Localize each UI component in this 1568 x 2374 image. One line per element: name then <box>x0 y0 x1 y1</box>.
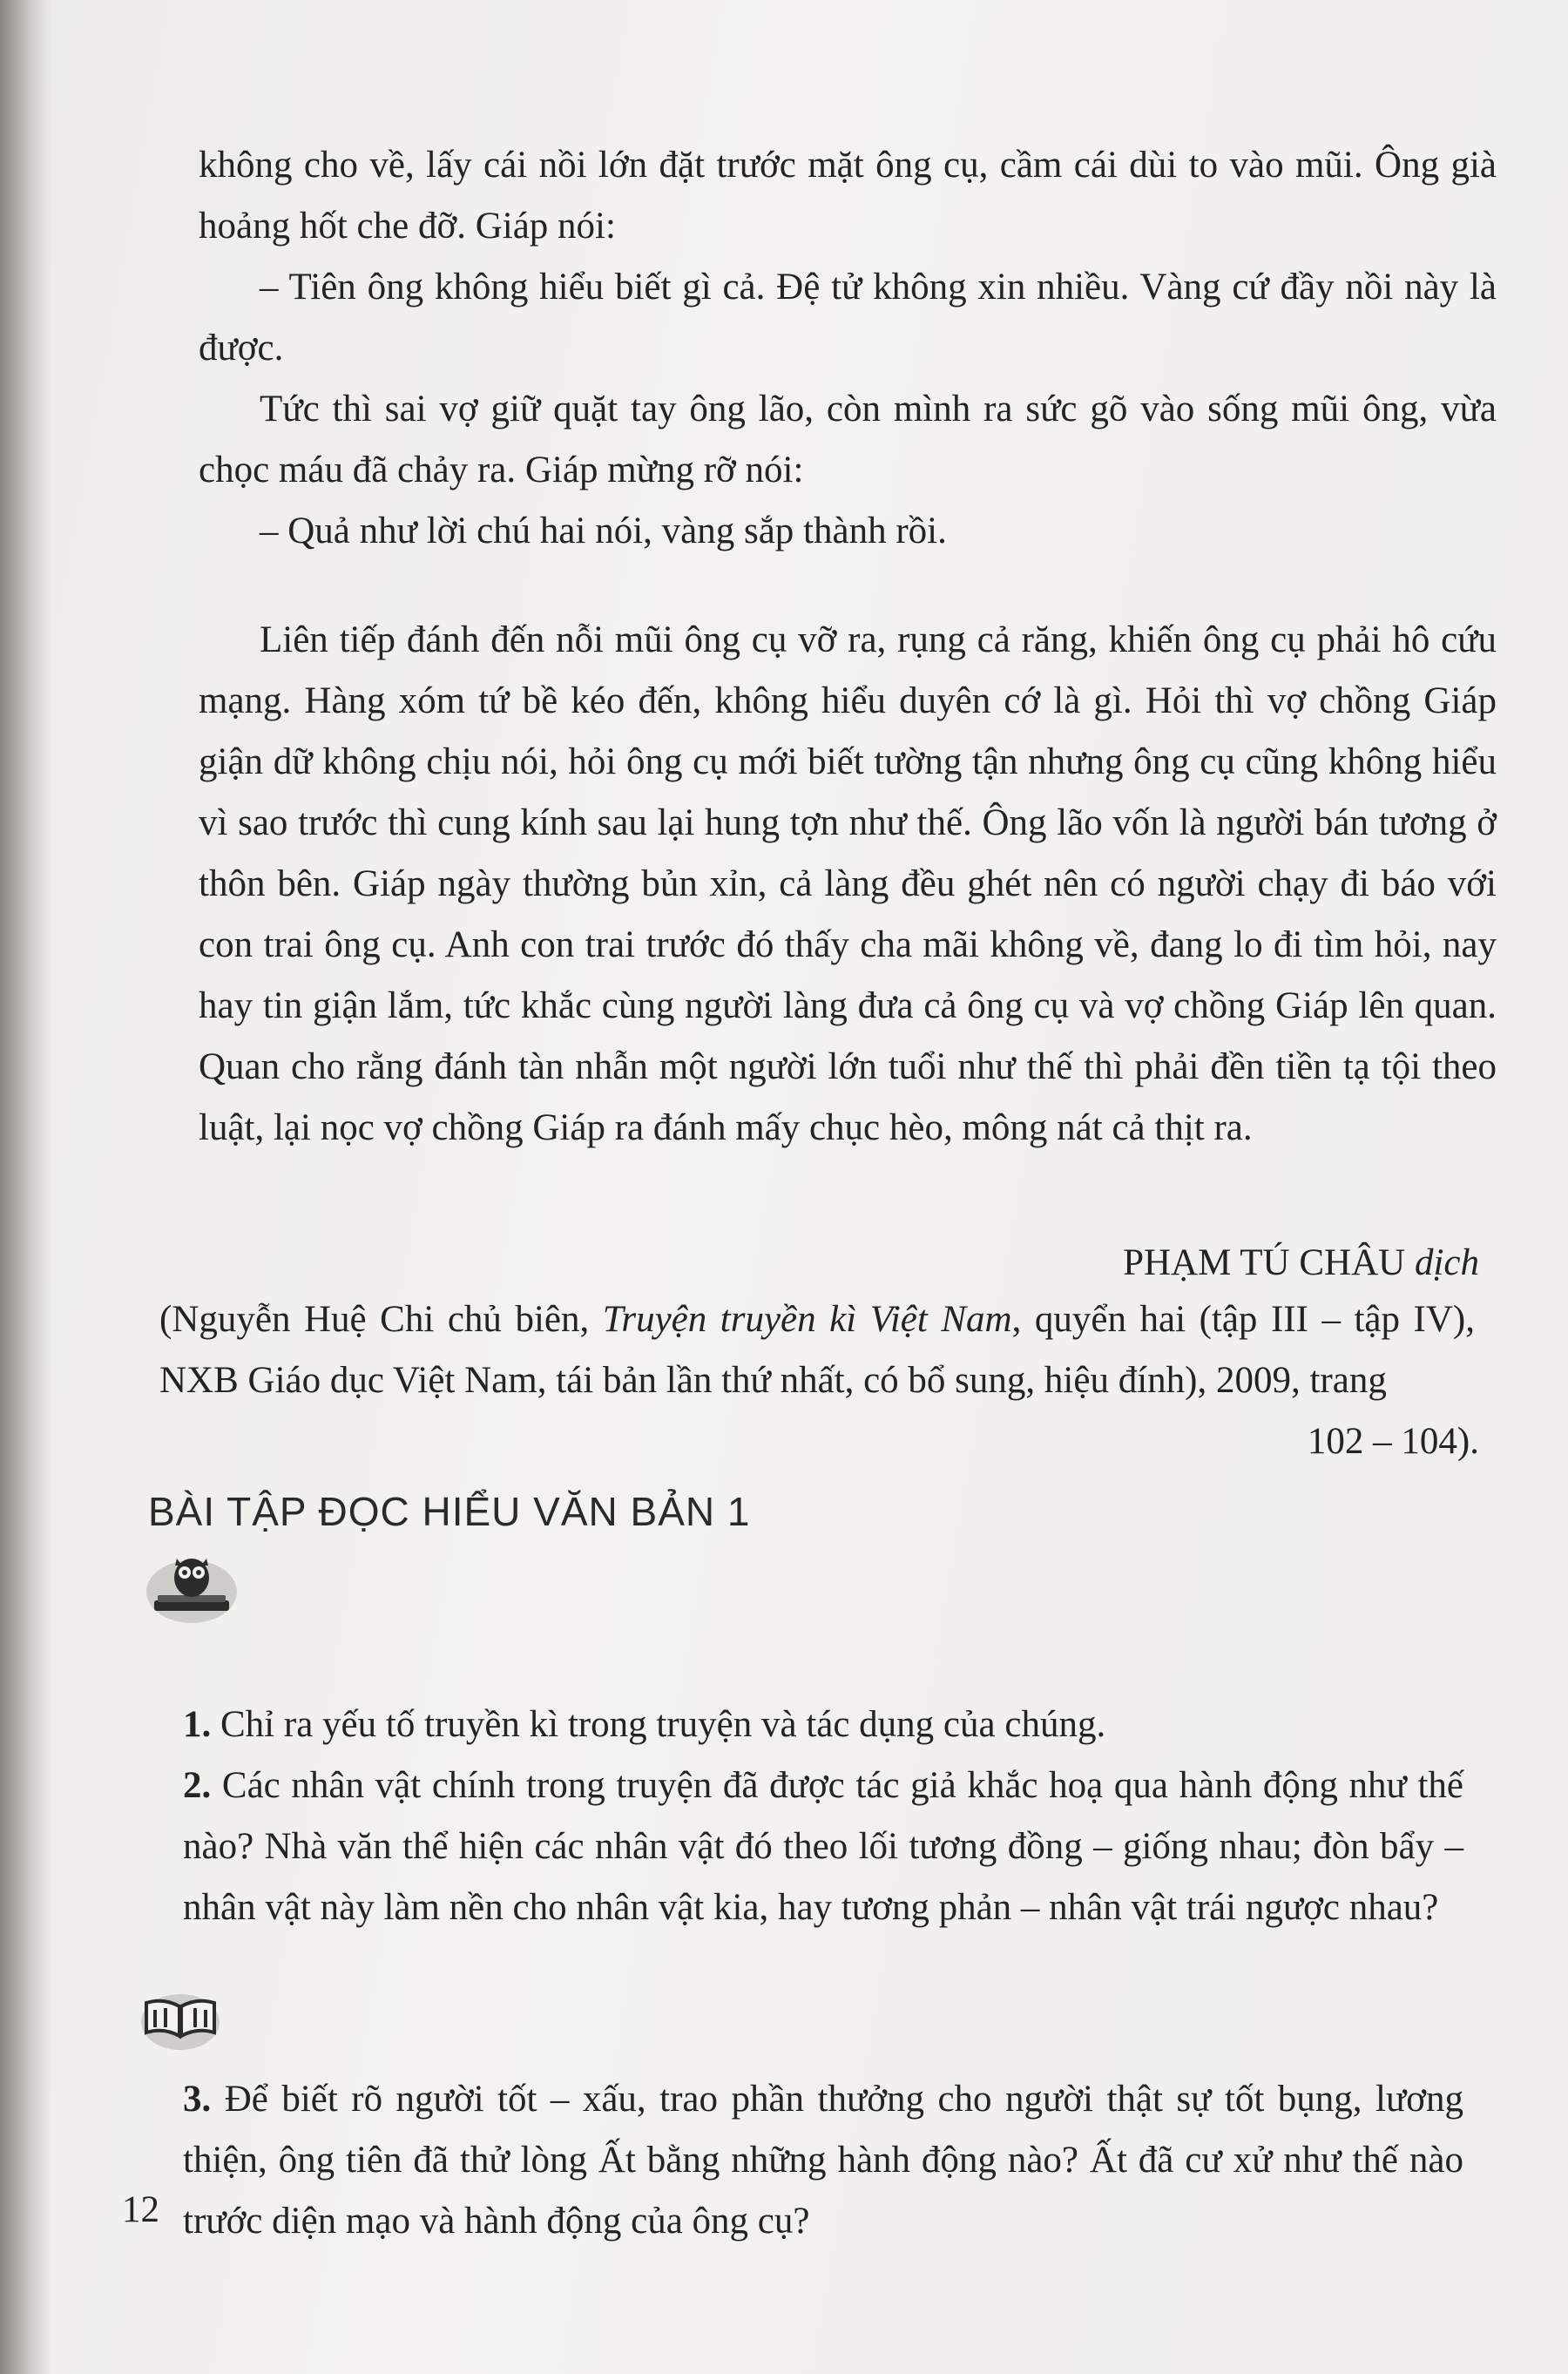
paragraph-2: – Tiên ông không hiểu biết gì cả. Đệ tử không xin nhiều. Vàng cứ đầy nồi này là được. <box>199 267 1497 369</box>
question-text: Các nhân vật chính trong truyện đã được tác giả khắc hoạ qua hành động như thế nào? Nhà văn thể hiện các nhân vật đó theo lối tương đồng – giống nhau; đòn bẩy – nhân vật này làm nền cho nhân vật kia, hay tương phản – nhân vật trái ngược nhau? <box>183 1765 1464 1928</box>
source-pages: 102 – 104). <box>1307 1421 1479 1462</box>
question-number: 2. <box>183 1765 212 1806</box>
owl-reading-icon <box>144 1546 240 1625</box>
question-text: Chỉ ra yếu tố truyền kì trong truyện và tác dụng của chúng. <box>220 1704 1106 1745</box>
question-text: Để biết rõ người tốt – xấu, trao phần thưởng cho người thật sự tốt bụng, lương thiện, ông tiên đã thử lòng Ất bằng những hành động nào? Ất đã cư xử như thế nào trước diện mạo và hành động của ông cụ? <box>183 2079 1463 2242</box>
translator-role: dịch <box>1414 1242 1479 1283</box>
translator-credit <box>608 1233 1479 1294</box>
source-title: Truyện truyền kì Việt Nam <box>602 1299 1012 1340</box>
question-3 <box>183 2069 1463 2252</box>
source-prefix: (Nguyễn Huệ Chi chủ biên, <box>159 1299 603 1340</box>
question-1 <box>183 1694 1463 1755</box>
paragraph-4: – Quả như lời chú hai nói, vàng sắp thành rồi. <box>260 511 947 551</box>
translator-name: PHẠM TÚ CHÂU <box>1123 1242 1406 1283</box>
source-suffix: , quyển hai (tập III – tập IV), NXB Giáo dục Việt Nam, tái bản lần thứ nhất, có bổ sung, hiệu đính), 2009, trang <box>159 1299 1476 1401</box>
section-title: BÀI TẬP ĐỌC HIỂU VĂN BẢN 1 <box>148 1489 751 1534</box>
question-2 <box>183 1755 1463 1938</box>
paragraph-3: Tức thì sai vợ giữ quặt tay ông lão, còn mình ra sức gõ vào sống mũi ông, vừa chọc máu đã chảy ra. Giáp mừng rỡ nói: <box>199 389 1497 490</box>
paragraph-5: Liên tiếp đánh đến nỗi mũi ông cụ vỡ ra, rụng cả răng, khiến ông cụ phải hô cứu mạng. Hàng xóm tứ bề kéo đến, không hiểu duyên cớ là gì. Hỏi thì vợ chồng Giáp giận dữ không chịu nói, hỏi ông cụ mới biết tường tận nhưng ông cụ cũng không hiểu vì sao trước thì cung kính sau lại hung tợn như thế. Ông lão vốn là người bán tương ở thôn bên. Giáp ngày thường bủn xỉn, cả làng đều ghét nên có người chạy đi báo với con trai ông cụ. Anh con trai trước đó thấy cha mãi không về, đang lo đi tìm hỏi, nay hay tin giận lắm, tức khắc cùng người làng đưa cả ông cụ và vợ chồng Giáp lên quan. Quan cho rằng đánh tàn nhẫn một người lớn tuổi như thế thì phải đền tiền tạ tội theo luật, lại nọc vợ chồng Giáp ra đánh mấy chục hèo, mông nát cả thịt ra. <box>199 619 1497 1148</box>
paragraph-1: không cho về, lấy cái nồi lớn đặt trước mặt ông cụ, cầm cái dùi to vào mũi. Ông già hoảng hốt che đỡ. Giáp nói: <box>199 145 1497 247</box>
page-gutter-shadow <box>0 0 52 2374</box>
open-book-icon <box>139 1982 222 2052</box>
source-citation <box>159 1289 1475 1411</box>
page-number: 12 <box>122 2189 159 2230</box>
question-number: 3. <box>183 2079 212 2120</box>
question-number: 1. <box>183 1704 212 1745</box>
